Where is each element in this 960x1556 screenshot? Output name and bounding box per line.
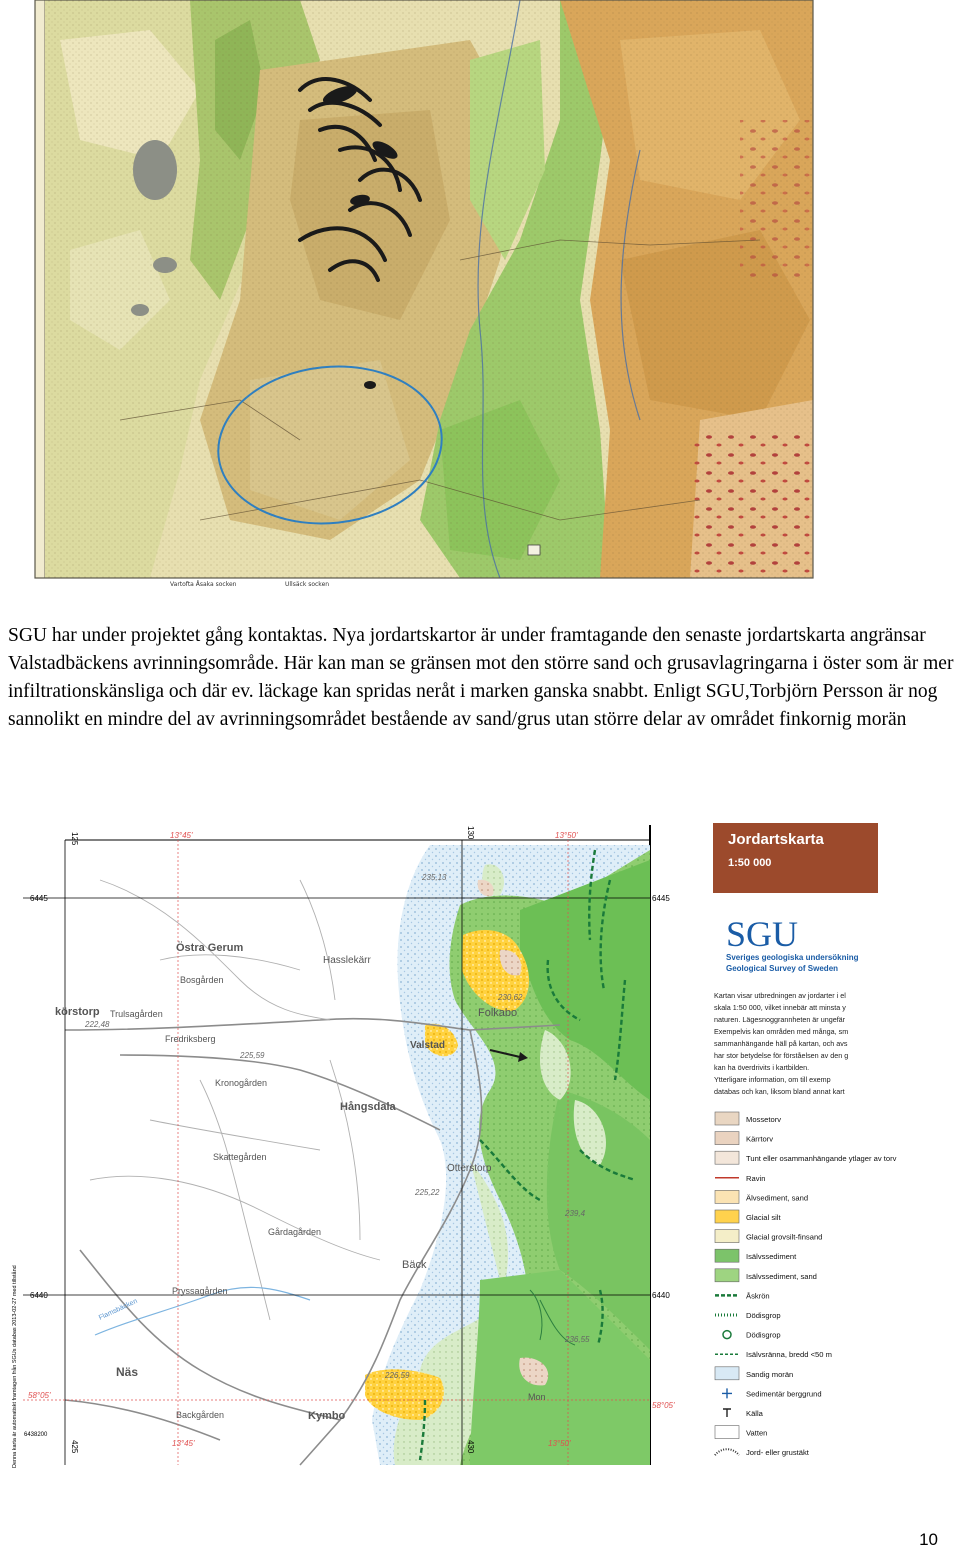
place-kronogarden: Kronogården xyxy=(215,1078,268,1088)
legend-item xyxy=(715,1448,810,1457)
page-number: 10 xyxy=(919,1530,938,1549)
coord-lat-left: 58°05' xyxy=(28,1391,51,1400)
legend-label: Kärrtorv xyxy=(746,1134,774,1144)
grid-top-125: 125 xyxy=(70,832,79,846)
grid-left-6440: 6440 xyxy=(30,1291,48,1300)
grid-bottom-430: 430 xyxy=(466,1440,475,1454)
legend-item xyxy=(715,1269,817,1282)
legend-label: Dödisgrop xyxy=(746,1311,781,1320)
place-folkabo: Folkabo xyxy=(478,1007,518,1019)
place-backgarden: Backgården xyxy=(176,1410,225,1420)
legend-item xyxy=(715,1132,773,1145)
legend-info-line: databas och kan, liksom bland annat kart xyxy=(714,1087,845,1096)
legend-item xyxy=(715,1426,767,1439)
legend-title: Jordartskarta xyxy=(728,831,824,848)
legend-swatch xyxy=(715,1132,739,1145)
legend-label: Dödisgrop xyxy=(746,1330,781,1340)
legend-info-line: sammanhängande häll på kartan, och avs xyxy=(714,1039,848,1048)
historical-soil-map xyxy=(0,0,816,590)
legend-item xyxy=(715,1249,797,1262)
legend-item xyxy=(722,1388,822,1398)
legend-info-line: Kartan visar utbredningen av jordarter i el xyxy=(714,991,846,1000)
legend-item xyxy=(723,1409,764,1418)
legend-info-line: Ytterligare information, om till exemp xyxy=(714,1075,831,1084)
legend-item xyxy=(723,1331,781,1340)
place-fredriksberg: Fredriksberg xyxy=(165,1034,216,1044)
legend-info-line: Exempelvis kan områden med många, sm xyxy=(714,1027,849,1036)
coord-lat-right: 58°05' xyxy=(652,1401,675,1410)
place-gardagarden: Gårdagården xyxy=(268,1227,322,1237)
legend-item xyxy=(715,1112,781,1125)
legend-swatch xyxy=(715,1230,739,1243)
place-hasslekarr: Hasslekärr xyxy=(323,955,371,966)
coord-lon-top-1: 13°45' xyxy=(170,831,193,840)
place-ostra-gerum: Östra Gerum xyxy=(176,942,244,954)
top-map-label-ullsack: Ullsäck socken xyxy=(285,581,330,588)
legend-label: Vatten xyxy=(746,1428,768,1438)
place-valstad: Valstad xyxy=(410,1040,446,1051)
soil-map-1-50000 xyxy=(0,815,900,1475)
legend-item xyxy=(715,1311,781,1320)
grid-right-6440: 6440 xyxy=(652,1291,670,1300)
legend-label: Mossetorv xyxy=(746,1115,782,1124)
elev-3: 230,62 xyxy=(498,993,523,1002)
legend-item xyxy=(715,1151,897,1164)
legend-label: Sandig morän xyxy=(746,1369,794,1379)
legend-symbol xyxy=(723,1409,731,1417)
coord-lon-bottom-2: 13°50' xyxy=(548,1439,571,1448)
legend-swatch xyxy=(715,1367,739,1380)
coord-lon-top-2: 13°50' xyxy=(555,831,578,840)
legend-label: Glacial grovsilt-finsand xyxy=(746,1232,823,1242)
legend-swatch xyxy=(715,1151,739,1164)
place-hangsdala: Hångsdala xyxy=(340,1101,396,1113)
elev-1: 235,13 xyxy=(422,873,447,882)
place-otterstorp: Otterstorp xyxy=(447,1163,492,1174)
legend-label: Tunt eller osammanhängande ytlager av torv xyxy=(746,1154,897,1164)
top-map-label-vartofta: Vartofta Åsaka socken xyxy=(170,581,237,588)
legend-swatch xyxy=(715,1190,739,1203)
legend-item xyxy=(715,1190,808,1203)
grid-top-130: 130 xyxy=(466,826,475,840)
place-flamsbacken: Flamsbäcken xyxy=(97,1297,139,1322)
legend-label: Ravin xyxy=(746,1173,766,1183)
legend-info-line: naturen. Lägesnoggrannheten är ungefär xyxy=(714,1015,846,1024)
legend-item xyxy=(715,1174,765,1183)
legend-label: Jord- eller grustäkt xyxy=(746,1448,809,1458)
legend-info-line: skala 1:50 000, vilket innebär att minsta y xyxy=(714,1003,846,1012)
grid-left-6445: 6445 xyxy=(30,894,48,903)
place-nas: Näs xyxy=(116,1365,139,1379)
grid-bottom-425: 425 xyxy=(70,1440,79,1454)
legend-label: Åskrön xyxy=(746,1291,770,1301)
legend-item xyxy=(715,1367,793,1380)
legend-symbol xyxy=(723,1331,731,1339)
legend-swatch xyxy=(715,1269,739,1282)
grid-left-small: 6438200 xyxy=(24,1432,48,1438)
legend-label: Isälvssediment xyxy=(746,1252,797,1262)
elev-4: 225,59 xyxy=(240,1051,265,1060)
place-skattegarden: Skattegården xyxy=(213,1152,267,1162)
place-kymbo: Kymbo xyxy=(308,1410,346,1422)
coord-lon-bottom-1: 13°45' xyxy=(172,1439,195,1448)
org-en: Geological Survey of Sweden xyxy=(726,964,839,973)
place-bosgarden: Bosgården xyxy=(180,975,224,985)
place-mon: Mon xyxy=(528,1392,546,1402)
legend-swatch xyxy=(715,1249,739,1262)
legend-item xyxy=(715,1291,770,1300)
legend-swatch xyxy=(715,1426,739,1439)
legend-label: Glacial silt xyxy=(746,1213,781,1222)
elev-8: 236,55 xyxy=(565,1335,590,1344)
grid-right-6445: 6445 xyxy=(652,894,670,903)
legend-label: Isälvssediment, sand xyxy=(746,1271,817,1281)
place-korstorp: körstorp xyxy=(55,1006,100,1018)
legend-item xyxy=(715,1230,822,1243)
legend-swatch xyxy=(715,1112,739,1125)
legend-scale: 1:50 000 xyxy=(728,857,772,869)
sgu-logo-text: SGU xyxy=(726,914,799,954)
legend-label: Sedimentär berggrund xyxy=(746,1389,822,1399)
legend-label: Isälvsränna, bredd <50 m xyxy=(746,1350,832,1360)
side-note: Denna karta är automatiskt framtagen från SGUs databas 2013-02-27 med tillstånd xyxy=(12,1265,18,1468)
place-trulsagarden: Trulsagården xyxy=(110,1009,163,1019)
body-paragraph xyxy=(8,622,958,734)
legend-info-line: kan ha överdrivits i kartbilden. xyxy=(714,1063,810,1072)
paragraph-text: SGU har under projektet gång kontaktas. Nya jordartskartor är under framtagande den senaste jordartskarta angränsar Valstadbäckens avrinningsområde. Här kan man se gränsen mot den större sand och grusavlagringarna i öster som är mer infiltrationskänsliga och där ev. läckage kan spridas neråt i marken ganska snabbt. Enligt SGU,Torbjörn Persson är nog sannolikt en mindre del av avrinningsområdet bestående av sand/grus utan större delar av området finkornig morän xyxy=(8,625,954,730)
legend-symbol xyxy=(722,1388,732,1398)
legend-info-line: har stor betydelse för förståelsen av den g xyxy=(714,1051,849,1060)
legend-label: Älvsediment, sand xyxy=(746,1193,809,1203)
legend-label: Källa xyxy=(746,1409,763,1418)
elev-2: 222,48 xyxy=(85,1020,110,1029)
elev-5: 225,22 xyxy=(415,1188,440,1197)
place-pryssagarden: Pryssagården xyxy=(172,1286,228,1296)
place-back: Bäck xyxy=(402,1259,427,1271)
legend-swatch xyxy=(715,1210,739,1223)
elev-6: 239,4 xyxy=(565,1209,586,1218)
elev-7: 226,59 xyxy=(385,1371,410,1380)
legend-panel xyxy=(713,823,897,1457)
legend-symbol xyxy=(715,1449,739,1455)
legend-item xyxy=(715,1210,781,1223)
org-sv: Sveriges geologiska undersökning xyxy=(726,953,859,962)
legend-item xyxy=(715,1350,832,1359)
